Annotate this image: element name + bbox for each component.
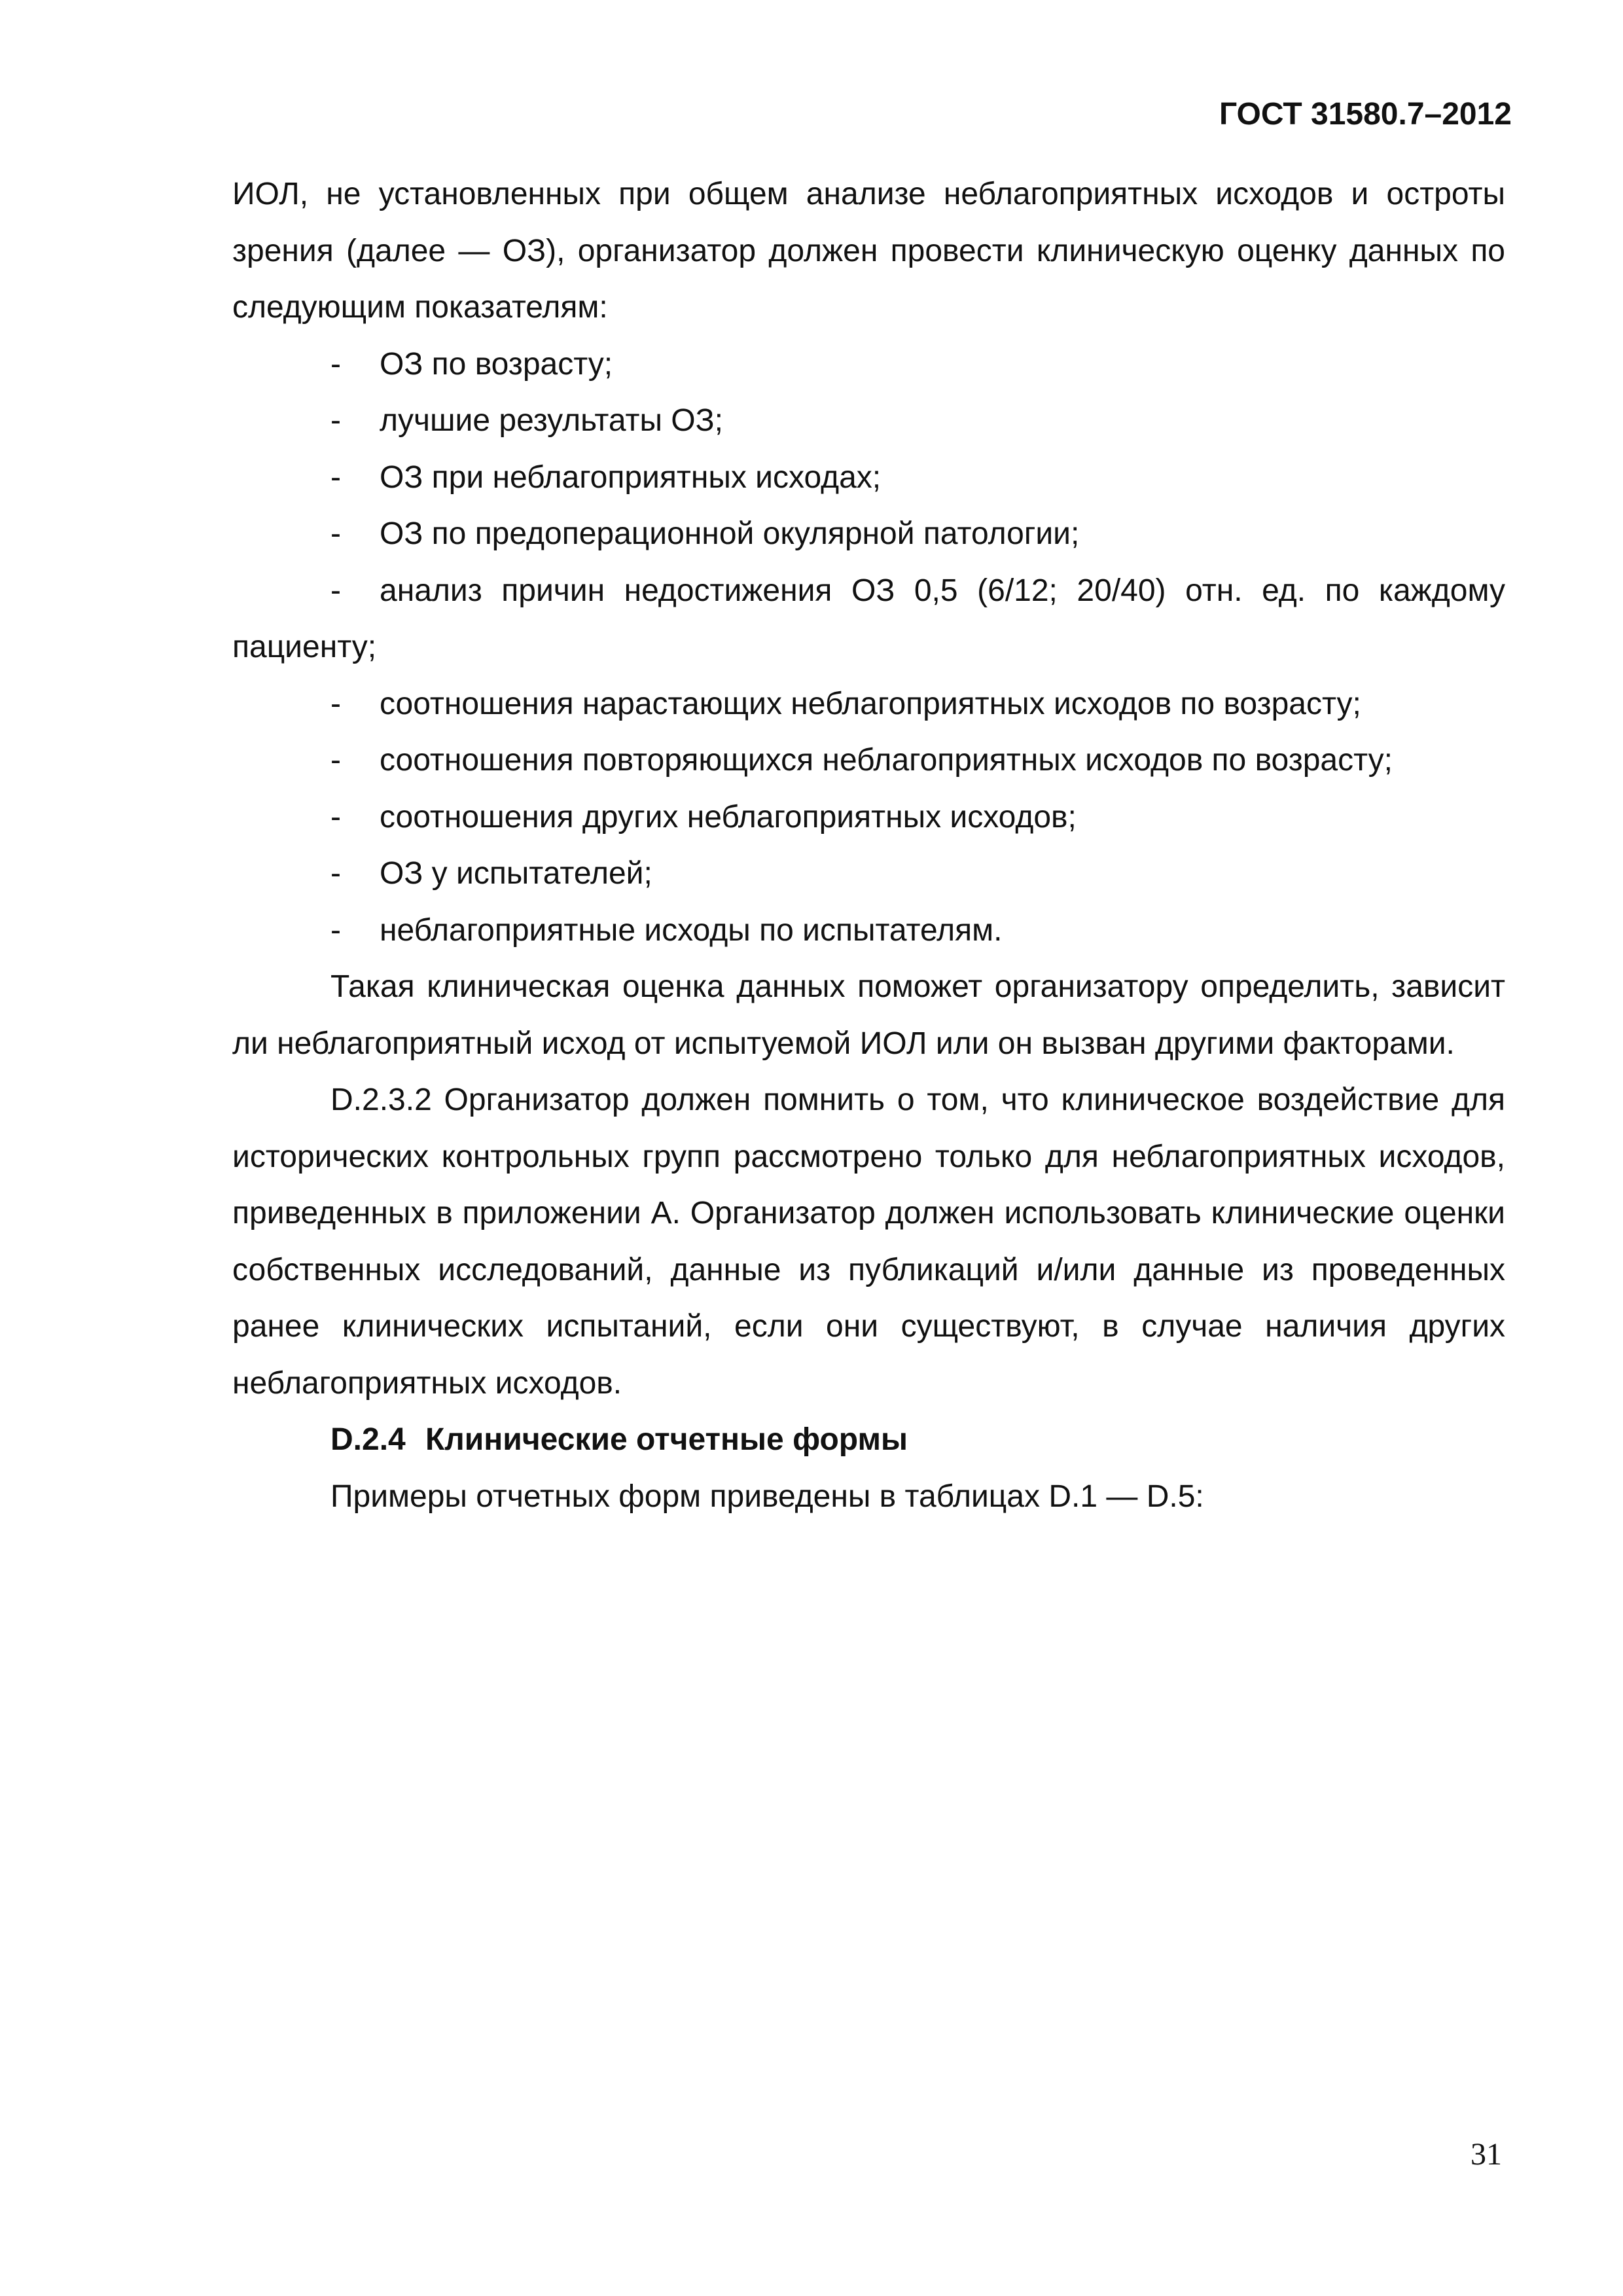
page-number: 31 [1471, 2137, 1502, 2172]
list-item [232, 336, 1505, 393]
list-dash: - [330, 516, 341, 551]
list-dash: - [330, 686, 341, 721]
list-item [232, 903, 1505, 960]
list-item [232, 676, 1505, 733]
list-item-text: лучшие результаты ОЗ; [380, 403, 723, 438]
list-item [232, 393, 1505, 450]
list-item-text: ОЗ при неблагоприятных исходах; [380, 459, 882, 495]
list-item-text: ОЗ у испытателей; [380, 856, 652, 891]
list-item-text: неблагоприятные исходы по испытателям. [380, 912, 1003, 948]
list-item [232, 846, 1505, 903]
clause-d232-paragraph: D.2.3.2 Организатор должен помнить о том, что клиническое воздействие для исторических контрольных групп рассмотрено только для неблагоприятных исходов, приведенных в приложении А. Организатор должен использовать клинические оценки собственных исследований, данные из публикаций и/или данные из проведенных ранее клинических испытаний, если они существуют, в случае наличия других неблагоприятных исходов. [232, 1083, 1505, 1401]
intro-paragraph: ИОЛ, не установленных при общем анализе неблагоприятных исходов и остроты зрения (далее — ОЗ), организатор должен провести клиническую оценку данных по следующим показателям: [232, 177, 1505, 325]
list-item [232, 789, 1505, 846]
list-dash: - [330, 346, 341, 382]
list-item-text: ОЗ по предоперационной окулярной патологии; [380, 516, 1080, 551]
list-item [232, 450, 1505, 507]
section-title: Клинические отчетные формы [425, 1422, 908, 1457]
indicator-list [232, 336, 1505, 960]
list-dash: - [330, 856, 341, 891]
list-item-text: соотношения нарастающих неблагоприятных исходов по возрасту; [380, 686, 1361, 721]
standard-header: ГОСТ 31580.7–2012 [1219, 97, 1512, 132]
document-body [232, 166, 1505, 1525]
examples-paragraph: Примеры отчетных форм приведены в таблицах D.1 — D.5: [330, 1479, 1204, 1514]
list-item-text: ОЗ по возрасту; [380, 346, 613, 382]
list-dash: - [330, 799, 341, 834]
list-item [232, 732, 1505, 789]
list-dash: - [330, 403, 341, 438]
list-item-text: соотношения других неблагоприятных исходов; [380, 799, 1077, 834]
list-dash: - [330, 743, 341, 778]
list-dash: - [330, 573, 341, 608]
list-item [232, 563, 1505, 676]
section-number: D.2.4 [330, 1422, 406, 1457]
list-item-text: соотношения повторяющихся неблагоприятных исходов по возрасту; [380, 743, 1393, 778]
list-dash: - [330, 912, 341, 948]
assessment-paragraph: Такая клиническая оценка данных поможет организатору определить, зависит ли неблагоприятный исход от испытуемой ИОЛ или он вызван другими факторами. [232, 969, 1505, 1061]
section-heading [232, 1412, 1505, 1469]
list-item-text: анализ причин недостижения ОЗ 0,5 (6/12; 20/40) отн. ед. по каждому пациенту; [232, 573, 1505, 664]
list-dash: - [330, 459, 341, 495]
list-item [232, 506, 1505, 563]
